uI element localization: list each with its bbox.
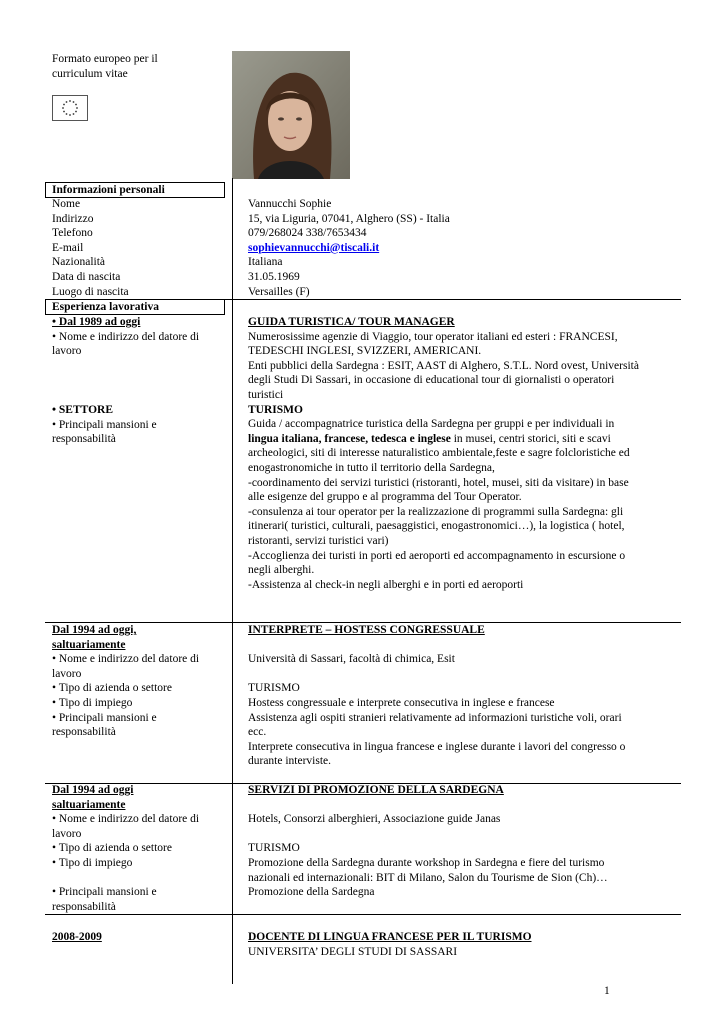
- exp2-text-line: Assistenza agli ospiti stranieri relativamente ad informazioni turistiche voli, orari: [248, 711, 622, 724]
- exp1-sector: TURISMO: [248, 403, 303, 416]
- exp3-label: • Nome e indirizzo del datore di: [52, 813, 200, 826]
- exp1-label-duties: • Principali mansioni e: [52, 418, 157, 431]
- exp2-label: lavoro: [52, 667, 82, 680]
- exp2-date: Dal 1994 ad oggi,: [52, 624, 137, 636]
- value-address: 15, via Liguria, 07041, Alghero (SS) - Italia: [248, 212, 450, 225]
- section-personal-info: Informazioni personali: [45, 182, 225, 198]
- exp1-labels: [52, 315, 222, 359]
- exp2-text-line: Hostess congressuale e interprete consecutiva in inglese e francese: [248, 696, 555, 709]
- exp3-employer: Hotels, Consorzi alberghieri, Associazione guide Janas: [248, 813, 501, 826]
- exp4-date: 2008-2009: [52, 931, 102, 943]
- value-nationality: Italiana: [248, 256, 283, 269]
- exp3-label: • Tipo di impiego: [52, 856, 133, 869]
- exp1-label-duties-2: responsabilità: [52, 433, 116, 446]
- exp1-text-line: Enti pubblici della Sardegna : ESIT, AAST di Alghero, S.T.L. Nord ovest, Università: [248, 359, 639, 372]
- value-phone: 079/268024 338/7653434: [248, 227, 367, 240]
- exp1-text-line: -coordinamento dei servizi turistici (ristoranti, hotel, musei, siti da visitare) in base: [248, 476, 629, 489]
- exp4-title: DOCENTE DI LINGUA FRANCESE PER IL TURISMO: [248, 931, 532, 943]
- exp1-duties-languages: [248, 432, 678, 447]
- exp1-languages-rest: in musei, centri storici, siti e scavi: [450, 432, 611, 445]
- exp1-duties-first: Guida / accompagnatrice turistica della Sardegna per gruppi e per individuali in: [248, 418, 615, 431]
- exp4-subtitle: UNIVERSITA’ DEGLI STUDI DI SASSARI: [248, 945, 458, 958]
- exp2-title: INTERPRETE – HOSTESS CONGRESSUALE: [248, 624, 485, 636]
- value-birth-place: Versailles (F): [248, 285, 310, 298]
- page-number: 1: [604, 985, 610, 997]
- exp1-text-line: degli Studi Di Sassari, in occasione di educational tour di giornalisti o operatori: [248, 374, 615, 387]
- exp3-date-2: saltuariamente: [52, 798, 126, 811]
- exp2-employer: Università di Sassari, facoltà di chimica, Esit: [248, 653, 455, 666]
- exp1-text-line: alle esigenze del gruppo e al programma del Tour Operator.: [248, 491, 522, 504]
- exp3-label: lavoro: [52, 827, 82, 840]
- exp1-text-line: -Accoglienza dei turisti in porti ed aeroporti ed accompagnamento in escursione o: [248, 549, 626, 562]
- exp4-content: [248, 930, 678, 959]
- exp1-languages-bold: lingua italiana, francese, tedesca e inglese: [248, 432, 451, 445]
- label-name: Nome: [52, 198, 81, 210]
- exp3-label: • Tipo di azienda o settore: [52, 842, 172, 855]
- label-phone: Telefono: [52, 227, 93, 240]
- exp2-text-line: ecc.: [248, 726, 267, 739]
- exp3-content: [248, 783, 678, 900]
- exp1-content: [248, 315, 678, 592]
- exp1-text-line: TEDESCHI INGLESI, SVIZZERI, AMERICANI.: [248, 345, 482, 358]
- label-email: E-mail: [52, 241, 84, 254]
- personal-labels: [52, 197, 222, 299]
- exp1-text-line: turistici: [248, 388, 284, 401]
- eu-stars-icon: [53, 96, 87, 120]
- email-link[interactable]: sophievannucchi@tiscali.it: [248, 241, 380, 254]
- eu-flag-logo: [52, 95, 88, 121]
- exp1-label-sector: • SETTORE: [52, 404, 114, 416]
- exp2-label: • Tipo di azienda o settore: [52, 682, 172, 695]
- profile-photo: [232, 51, 350, 179]
- exp1-date: • Dal 1989 ad oggi: [52, 316, 141, 328]
- exp2-label: • Tipo di impiego: [52, 696, 133, 709]
- exp3-text-line: Promozione della Sardegna durante workshop in Sardegna e fiere del turismo: [248, 856, 605, 869]
- exp2-content: [248, 623, 678, 769]
- exp1-label-employer-2: lavoro: [52, 345, 82, 358]
- exp2-text-line: durante interviste.: [248, 755, 332, 768]
- exp1-text-line: archeologici, siti di interesse naturalistico ambientale,feste e sagre folcloristiche ed: [248, 447, 630, 460]
- format-line-1: Formato europeo per il: [52, 53, 158, 65]
- exp2-labels: [52, 623, 222, 740]
- exp1-text-line: itinerari( turistici, culturali, paesaggistici, enogastronomici…), la logistica ( hotel,: [248, 520, 625, 533]
- exp2-label: • Nome e indirizzo del datore di: [52, 653, 200, 666]
- exp2-text-line: Interprete consecutiva in lingua francese e inglese durante i lavori del congresso o: [248, 740, 626, 753]
- exp1-text-line: -consulenza ai tour operator per la realizzazione di programmi sulla Sardegna: gli: [248, 505, 624, 518]
- format-line-2: curriculum vitae: [52, 67, 128, 80]
- label-birth-place: Luogo di nascita: [52, 285, 129, 298]
- exp3-date: Dal 1994 ad oggi: [52, 784, 134, 796]
- exp1-labels-b: [52, 403, 222, 447]
- exp3-title: SERVIZI DI PROMOZIONE DELLA SARDEGNA: [248, 784, 504, 796]
- exp2-label: responsabilità: [52, 726, 116, 739]
- exp1-text-line: Numerosissime agenzie di Viaggio, tour operator italiani ed esteri : FRANCESI,: [248, 330, 618, 343]
- exp4-labels: [52, 930, 222, 945]
- exp2-date-2: saltuariamente: [52, 638, 126, 651]
- exp3-label: • Principali mansioni e: [52, 886, 157, 899]
- label-birth-date: Data di nascita: [52, 270, 121, 283]
- personal-values: [248, 197, 678, 299]
- exp3-labels: [52, 783, 222, 914]
- exp1-text-line: negli alberghi.: [248, 564, 315, 577]
- value-name: Vannucchi Sophie: [248, 198, 332, 210]
- exp3-text-line: nazionali ed internazionali: BIT di Milano, Salon du Tourisme de Sion (Ch)…: [248, 871, 608, 884]
- label-address: Indirizzo: [52, 212, 94, 225]
- value-birth-date: 31.05.1969: [248, 270, 300, 283]
- exp1-text-line: -Assistenza al check-in negli alberghi e in porti ed aeroporti: [248, 578, 524, 591]
- exp1-text-line: enogastronomiche in tutto il territorio della Sardegna,: [248, 461, 495, 474]
- exp1-title: GUIDA TURISTICA/ TOUR MANAGER: [248, 316, 455, 328]
- label-nationality: Nazionalità: [52, 256, 106, 269]
- exp1-text-line: ristoranti, servizi turistici vari): [248, 534, 389, 547]
- exp1-label-employer: • Nome e indirizzo del datore di: [52, 330, 200, 343]
- exp3-label: responsabilità: [52, 900, 116, 913]
- section-work-experience: Esperienza lavorativa: [45, 299, 225, 315]
- exp2-sector: TURISMO: [248, 682, 300, 695]
- cv-format-label: [52, 52, 192, 81]
- exp2-label: • Principali mansioni e: [52, 711, 157, 724]
- exp3-text-line: Promozione della Sardegna: [248, 886, 375, 899]
- exp3-sector: TURISMO: [248, 842, 300, 855]
